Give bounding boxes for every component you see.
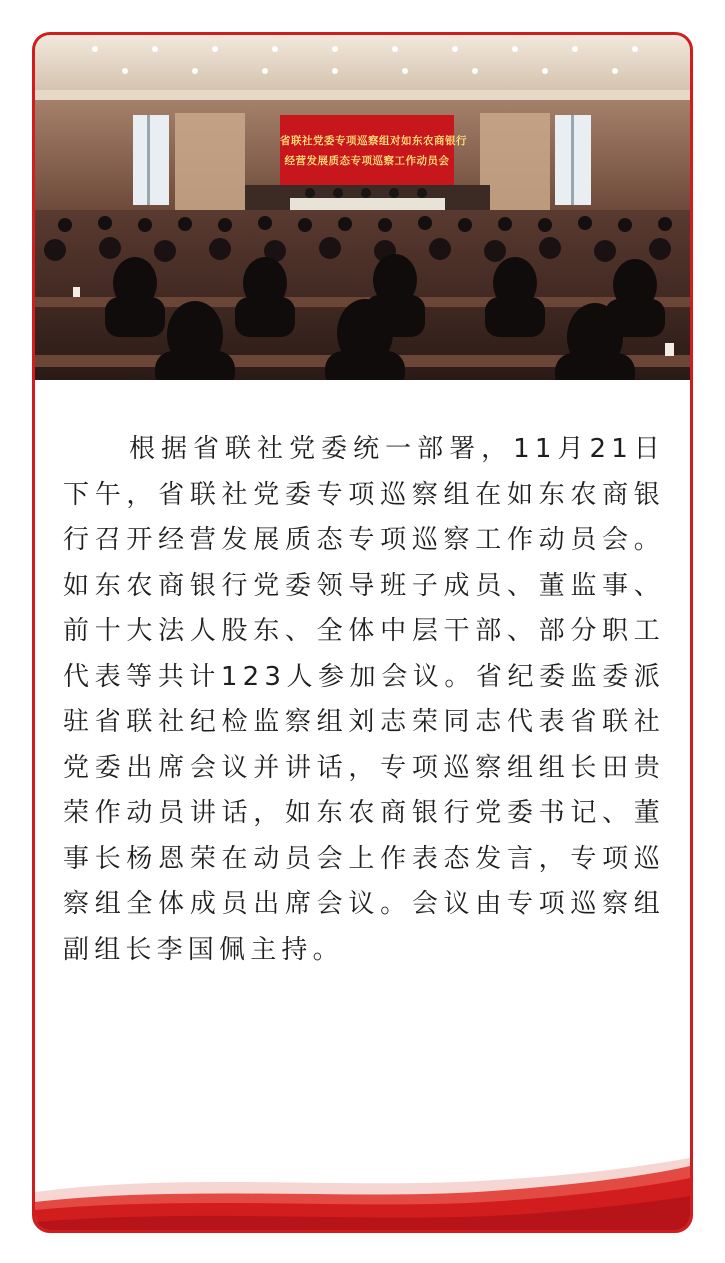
- red-wave-decoration: [35, 1150, 690, 1230]
- meeting-photo: [35, 35, 690, 380]
- meeting-hall-illustration: [35, 35, 690, 380]
- article-paragraph: 根据省联社党委统一部署，11月21日下午，省联社党委专项巡察组在如东农商银行召开经营发展质态专项巡察工作动员会。如东农商银行党委领导班子成员、董监事、前十大法人股东、全体中层干部、部分职工代表等共计123人参加会议。省纪委监委派驻省联社纪检监察组刘志荣同志代表省联社党委出席会议并讲话，专项巡察组组长田贵荣作动员讲话，如东农商银行党委书记、董事长杨恩荣在动员会上作表态发言，专项巡察组全体成员出席会议。会议由专项巡察组副组长李国佩主持。: [63, 434, 665, 965]
- article-card: [32, 32, 693, 1233]
- banner-line-1: 省联社党委专项巡察组对如东农商银行: [280, 135, 467, 147]
- banner-line-2: 经营发展质态专项巡察工作动员会: [284, 155, 450, 167]
- stage-banner: [280, 115, 467, 189]
